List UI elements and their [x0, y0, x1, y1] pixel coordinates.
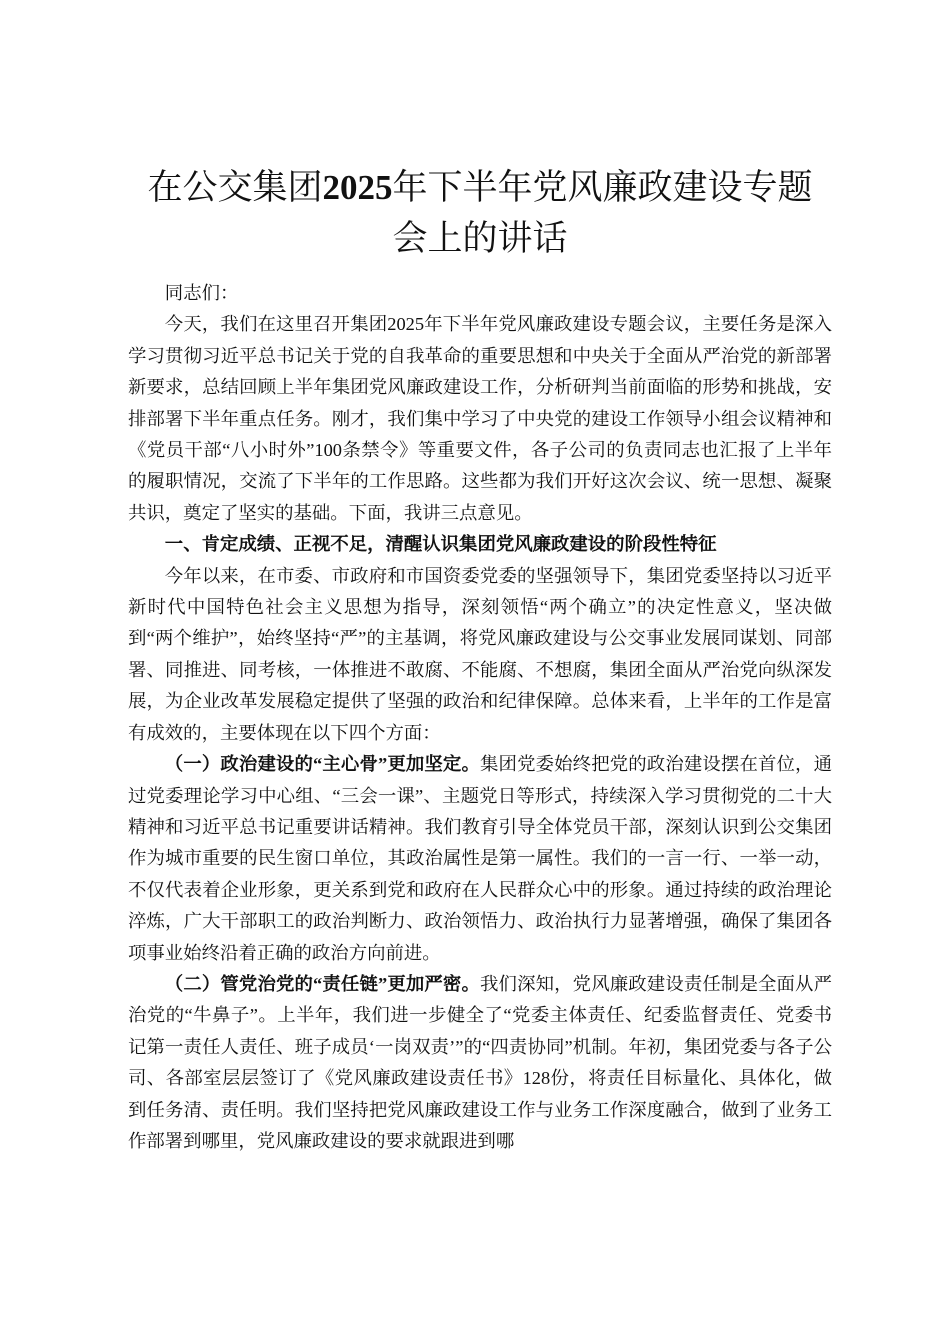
title-prefix: 在公交集团 [147, 168, 323, 207]
point-2-body: 我们深知，党风廉政建设责任制是全面从严治党的“牛鼻子”。上半年，我们进一步健全了“党委主体责任、纪委监督责任、党委书记第一责任人责任、班子成员‘一岗双责’”的“四责协同”机制。年初，集团党委与各子公司、各部室层层签订了《党风廉政建设责任书》128份，将责任目标量化、具体化，做到任务清、责任明。我们坚持把党风廉政建设工作与业务工作深度融合，做到了业务工作部署到哪里，党风廉政建设的要求就跟进到哪 [128, 973, 832, 1151]
document-title [128, 162, 832, 264]
document-page [128, 162, 832, 1157]
point-1-body: 集团党委始终把党的政治建设摆在首位，通过党委理论学习中心组、“三会一课”、主题党日等形式，持续深入学习贯彻党的二十大精神和习近平总书记重要讲话精神。我们教育引导全体党员干部，深刻认识到公交集团作为城市重要的民生窗口单位，其政治属性是第一属性。我们的一言一行、一举一动，不仅代表着企业形象，更关系到党和政府在人民群众心中的形象。通过持续的政治理论淬炼，广大干部职工的政治判断力、政治领悟力、政治执行力显著增强，确保了集团各项事业始终沿着正确的政治方向前进。 [128, 754, 832, 963]
point-1-paragraph [128, 749, 832, 969]
section-1-intro-paragraph: 今年以来，在市委、市政府和市国资委党委的坚强领导下，集团党委坚持以习近平新时代中国特色社会主义思想为指导，深刻领悟“两个确立”的决定性意义，坚决做到“两个维护”，始终坚持“严”的主基调，将党风廉政建设与公交事业发展同谋划、同部署、同推进、同考核，一体推进不敢腐、不能腐、不想腐，集团全面从严治党向纵深发展，为企业改革发展稳定提供了坚强的政治和纪律保障。总体来看，上半年的工作是富有成效的，主要体现在以下四个方面： [128, 565, 832, 743]
title-suffix: 年下半年党风廉政建设专题 [392, 168, 813, 207]
point-2-heading: （二）管党治党的“责任链”更加严密。 [164, 973, 480, 994]
section-1-heading: 一、肯定成绩、正视不足，清醒认识集团党风廉政建设的阶段性特征 [164, 534, 717, 555]
salutation: 同志们： [164, 283, 239, 303]
point-2-paragraph [128, 969, 832, 1157]
title-line-2: 会上的讲话 [392, 219, 568, 258]
point-1-heading: （一）政治建设的“主心骨”更加坚定。 [164, 754, 480, 775]
title-year: 2025 [322, 168, 393, 207]
intro-paragraph: 今天，我们在这里召开集团2025年下半年党风廉政建设专题会议，主要任务是深入学习贯彻习近平总书记关于党的自我革命的重要思想和中央关于全面从严治党的新部署新要求，总结回顾上半年集团党风廉政建设工作，分析研判当前面临的形势和挑战，安排部署下半年重点任务。刚才，我们集中学习了中央党的建设工作领导小组会议精神和《党员干部“八小时外”100条禁令》等重要文件，各子公司的负责同志也汇报了上半年的履职情况，交流了下半年的工作思路。这些都为我们开好这次会议、统一思想、凝聚共识，奠定了坚实的基础。下面，我讲三点意见。 [128, 314, 832, 523]
